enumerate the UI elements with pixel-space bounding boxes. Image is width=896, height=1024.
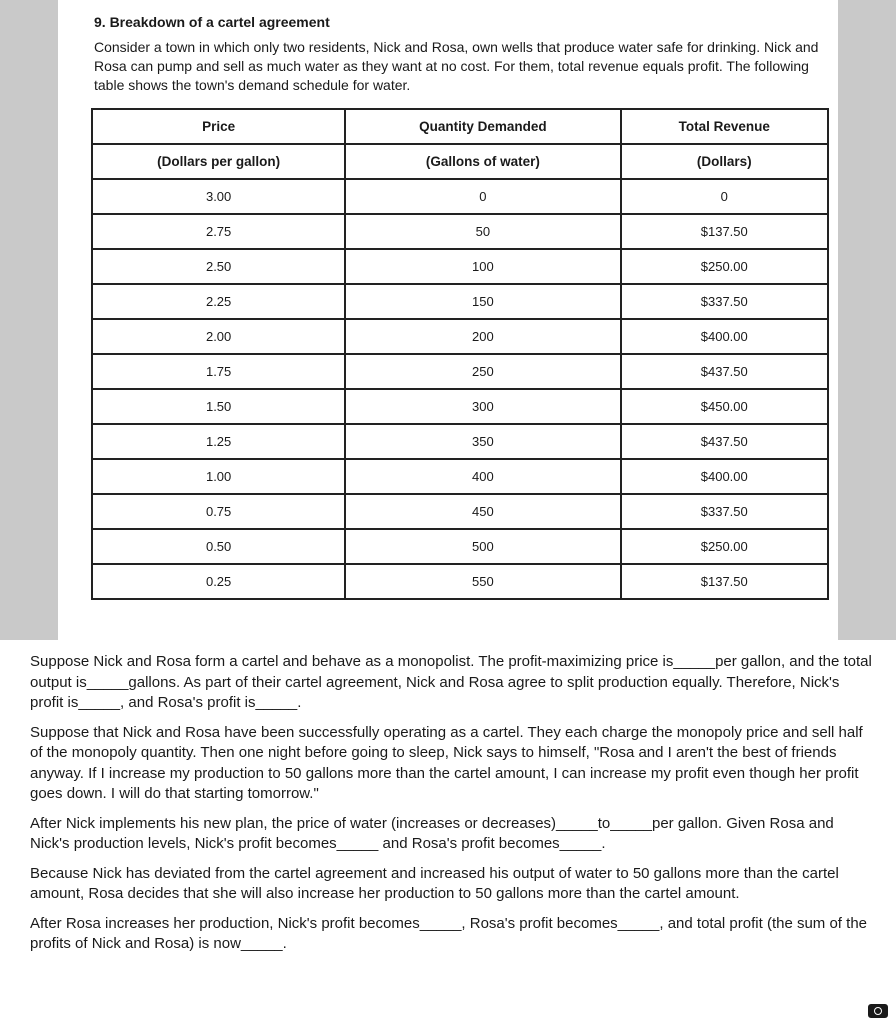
question-after-rosa: After Rosa increases her production, Nick's profit becomes_____, Rosa's profit becomes_____, and total profit (the sum of the profits of Nick and Rosa) is now_____.: [30, 914, 867, 952]
quantity-cell: 400: [345, 459, 620, 494]
price-cell: 0.50: [92, 529, 345, 564]
price-cell: 2.75: [92, 214, 345, 249]
header-price: Price: [92, 109, 345, 144]
quantity-cell: 250: [345, 354, 620, 389]
table-units-row: [92, 144, 828, 179]
table-row: [92, 529, 828, 564]
unit-revenue: (Dollars): [621, 144, 828, 179]
price-cell: 1.00: [92, 459, 345, 494]
price-cell: 3.00: [92, 179, 345, 214]
header-revenue: Total Revenue: [621, 109, 828, 144]
revenue-cell: $437.50: [621, 354, 828, 389]
quantity-cell: 350: [345, 424, 620, 459]
quantity-cell: 50: [345, 214, 620, 249]
quantity-cell: 0: [345, 179, 620, 214]
table-header-row: [92, 109, 828, 144]
quantity-cell: 100: [345, 249, 620, 284]
question-after-nick: After Nick implements his new plan, the price of water (increases or decreases)_____to_____per gallon. Given Rosa and Nick's production levels, Nick's profit becomes_____ and Rosa's profit becomes_____.: [30, 814, 834, 852]
price-cell: 1.25: [92, 424, 345, 459]
quantity-cell: 500: [345, 529, 620, 564]
revenue-cell: $337.50: [621, 284, 828, 319]
table-row: [92, 249, 828, 284]
price-cell: 0.25: [92, 564, 345, 599]
table-row: [92, 389, 828, 424]
intro-paragraph: Consider a town in which only two residents, Nick and Rosa, own wells that produce water safe for drinking. Nick and Rosa can pump and sell as much water as they want at no cost. For them, total revenue equals profit. The following table shows the town's demand schedule for water.: [94, 39, 819, 93]
revenue-cell: $250.00: [621, 249, 828, 284]
revenue-cell: $137.50: [621, 564, 828, 599]
table-row: [92, 424, 828, 459]
question-rosa-response: Because Nick has deviated from the cartel agreement and increased his output of water to 50 gallons more than the cartel amount, Rosa decides that she will also increase her production to 50 gallons more than the cartel amount.: [30, 864, 839, 902]
demand-schedule-table: [91, 108, 829, 600]
scanned-page: [58, 0, 838, 640]
revenue-cell: 0: [621, 179, 828, 214]
revenue-cell: $437.50: [621, 424, 828, 459]
quantity-cell: 200: [345, 319, 620, 354]
table-row: [92, 494, 828, 529]
unit-quantity: (Gallons of water): [345, 144, 620, 179]
quantity-cell: 150: [345, 284, 620, 319]
header-quantity: Quantity Demanded: [345, 109, 620, 144]
revenue-cell: $250.00: [621, 529, 828, 564]
price-cell: 2.25: [92, 284, 345, 319]
table-row: [92, 284, 828, 319]
quantity-cell: 450: [345, 494, 620, 529]
quantity-cell: 300: [345, 389, 620, 424]
unit-price: (Dollars per gallon): [92, 144, 345, 179]
revenue-cell: $137.50: [621, 214, 828, 249]
section-title: 9. Breakdown of a cartel agreement: [94, 14, 330, 30]
price-cell: 1.75: [92, 354, 345, 389]
price-cell: 0.75: [92, 494, 345, 529]
revenue-cell: $450.00: [621, 389, 828, 424]
revenue-cell: $400.00: [621, 319, 828, 354]
table-row: [92, 354, 828, 389]
question-cartel-monopoly: Suppose Nick and Rosa form a cartel and behave as a monopolist. The profit-maximizing price is_____per gallon, and the total output is_____gallons. As part of their cartel agreement, Nick and Rosa agree to split production equally. Therefore, Nick's profit is_____, and Rosa's profit is_____.: [30, 653, 872, 711]
revenue-cell: $337.50: [621, 494, 828, 529]
price-cell: 2.50: [92, 249, 345, 284]
table-row: [92, 214, 828, 249]
table-row: [92, 564, 828, 599]
table-row: [92, 179, 828, 214]
question-nick-deviation: Suppose that Nick and Rosa have been successfully operating as a cartel. They each charge the monopoly price and sell half of the monopoly quantity. Then one night before going to sleep, Nick says to himself, "Rosa and I aren't the best of friends anyway. If I increase my production to 50 gallons more than the cartel amount, I can increase my profit even though her profit goes down. I will do that starting tomorrow.": [30, 723, 863, 802]
price-cell: 1.50: [92, 389, 345, 424]
price-cell: 2.00: [92, 319, 345, 354]
questions-section: [30, 652, 876, 964]
quantity-cell: 550: [345, 564, 620, 599]
camera-icon[interactable]: [868, 1004, 888, 1018]
revenue-cell: $400.00: [621, 459, 828, 494]
table-row: [92, 319, 828, 354]
table-row: [92, 459, 828, 494]
